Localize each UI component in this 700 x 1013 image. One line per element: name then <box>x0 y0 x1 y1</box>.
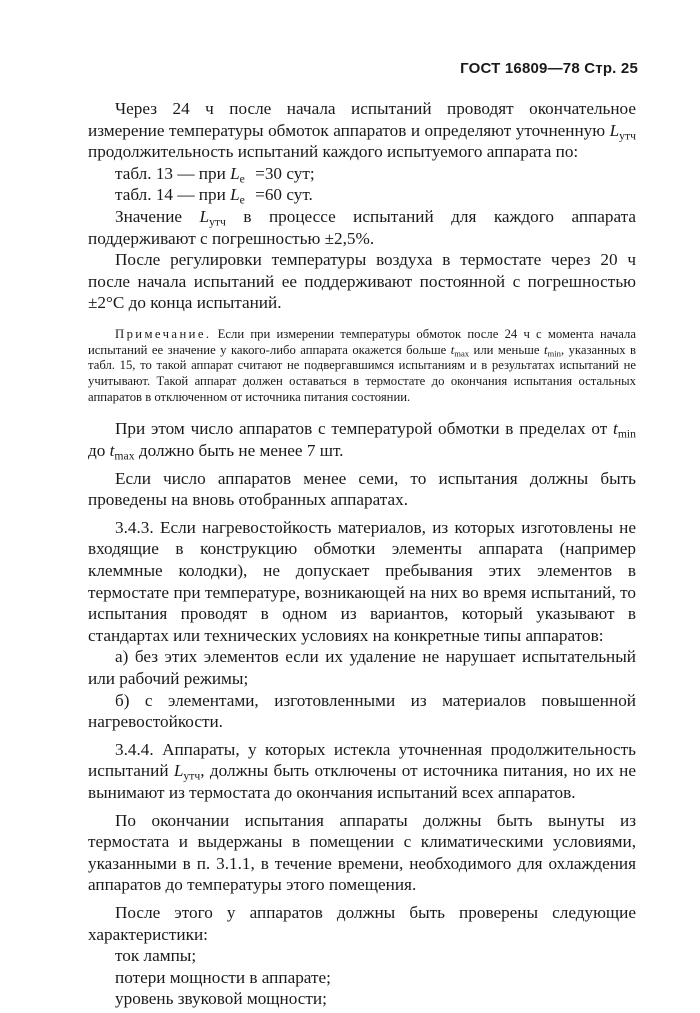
paragraph-tolerance: Значение $L_{утч}$ в процессе испытаний для каждого аппарата поддерживают с погрешностью ±2,5%. <box>88 206 637 248</box>
paragraph-after-test: По окончании испытания аппараты должны быть вынуты из термостата и выдержаны в помещении с климатическими условиями, указанными в п. 3.1.1, в течение времени, необходимого для охлаждения аппаратов до температуры этого помещения. <box>88 810 636 895</box>
clause-3-4-3: 3.4.3. Если нагревостойкость материалов, из которых изготовлены не входящие в конструкцию обмотки элементы аппарата (например клеммные колодки), не допускает пребывания этих элементов в термостате при температуре, возникающей на них во время испытаний, то испытания проводят в одном из вариантов, который указывают в стандартах или технических условиях на конкретные типы аппаратов: <box>88 517 636 645</box>
paragraph-air-temperature: После регулировки температуры воздуха в термостате через 20 ч после начала испытаний ее поддерживают постоянной с погрешностью ±2°С до конца испытаний. <box>88 250 636 313</box>
list-item: потери мощности в аппарате; <box>115 967 331 987</box>
paragraph-retest: Если число аппаратов менее семи, то испытания должны быть проведены на вновь отобранных аппаратах. <box>88 468 636 510</box>
running-header: ГОСТ 16809—78 Стр. 25 <box>460 60 638 77</box>
table-14-line: табл. 14 — при $L_e =60$ сут. <box>115 185 313 207</box>
list-item: уровень звуковой мощности; <box>115 989 327 1009</box>
clause-3-4-4: 3.4.4. Аппараты, у которых истекла уточненная продолжительность испытаний $L_{утч}$, должны быть отключены от источника питания, но их не вынимают из термостата до окончания испытаний всех аппаратов. <box>88 739 637 802</box>
table-reference-list <box>88 163 636 206</box>
characteristics-list <box>88 945 636 1010</box>
paragraph-count-of-devices: При этом число аппаратов с температурой обмотки в пределах от $t_{min}$ до $t_{max}$ должно быть не менее 7 шт. <box>88 419 637 463</box>
document-body <box>88 98 636 1010</box>
note: Примечание. Если при измерении температуры обмоток после 24 ч с момента начала испытаний ее значение у какого-либо аппарата окажется больше $t_{max}$ или меньше $t_{min}$, указанных в табл. 15, то такой аппарат считают не подвергавшимся испытаниям и в результатах испытаний не учитывают. Такой аппарат должен оставаться в термостате до окончания испытания остальных аппаратов в отключенном от источника питания состоянии. <box>88 326 637 404</box>
table-13-line: табл. 13 — при $L_e =30$ сут; <box>115 163 315 186</box>
paragraph-characteristics: После этого у аппаратов должны быть проверены следующие характеристики: <box>88 902 636 944</box>
list-item: ток лампы; <box>115 946 197 966</box>
paragraph-final-measurement: Через 24 ч после начала испытаний проводят окончательное измерение температуры обмоток аппаратов и определяют уточненную $L_{утч}$ продолжительность испытаний каждого испытуемого аппарата по: <box>88 99 636 162</box>
clause-3-4-3-option-b: б) с элементами, изготовленными из материалов повышенной нагревостойкости. <box>88 690 636 732</box>
note-label: Примечание. <box>115 326 212 341</box>
clause-3-4-3-option-a: а) без этих элементов если их удаление не нарушает испытательный или рабочий режимы; <box>88 647 636 688</box>
